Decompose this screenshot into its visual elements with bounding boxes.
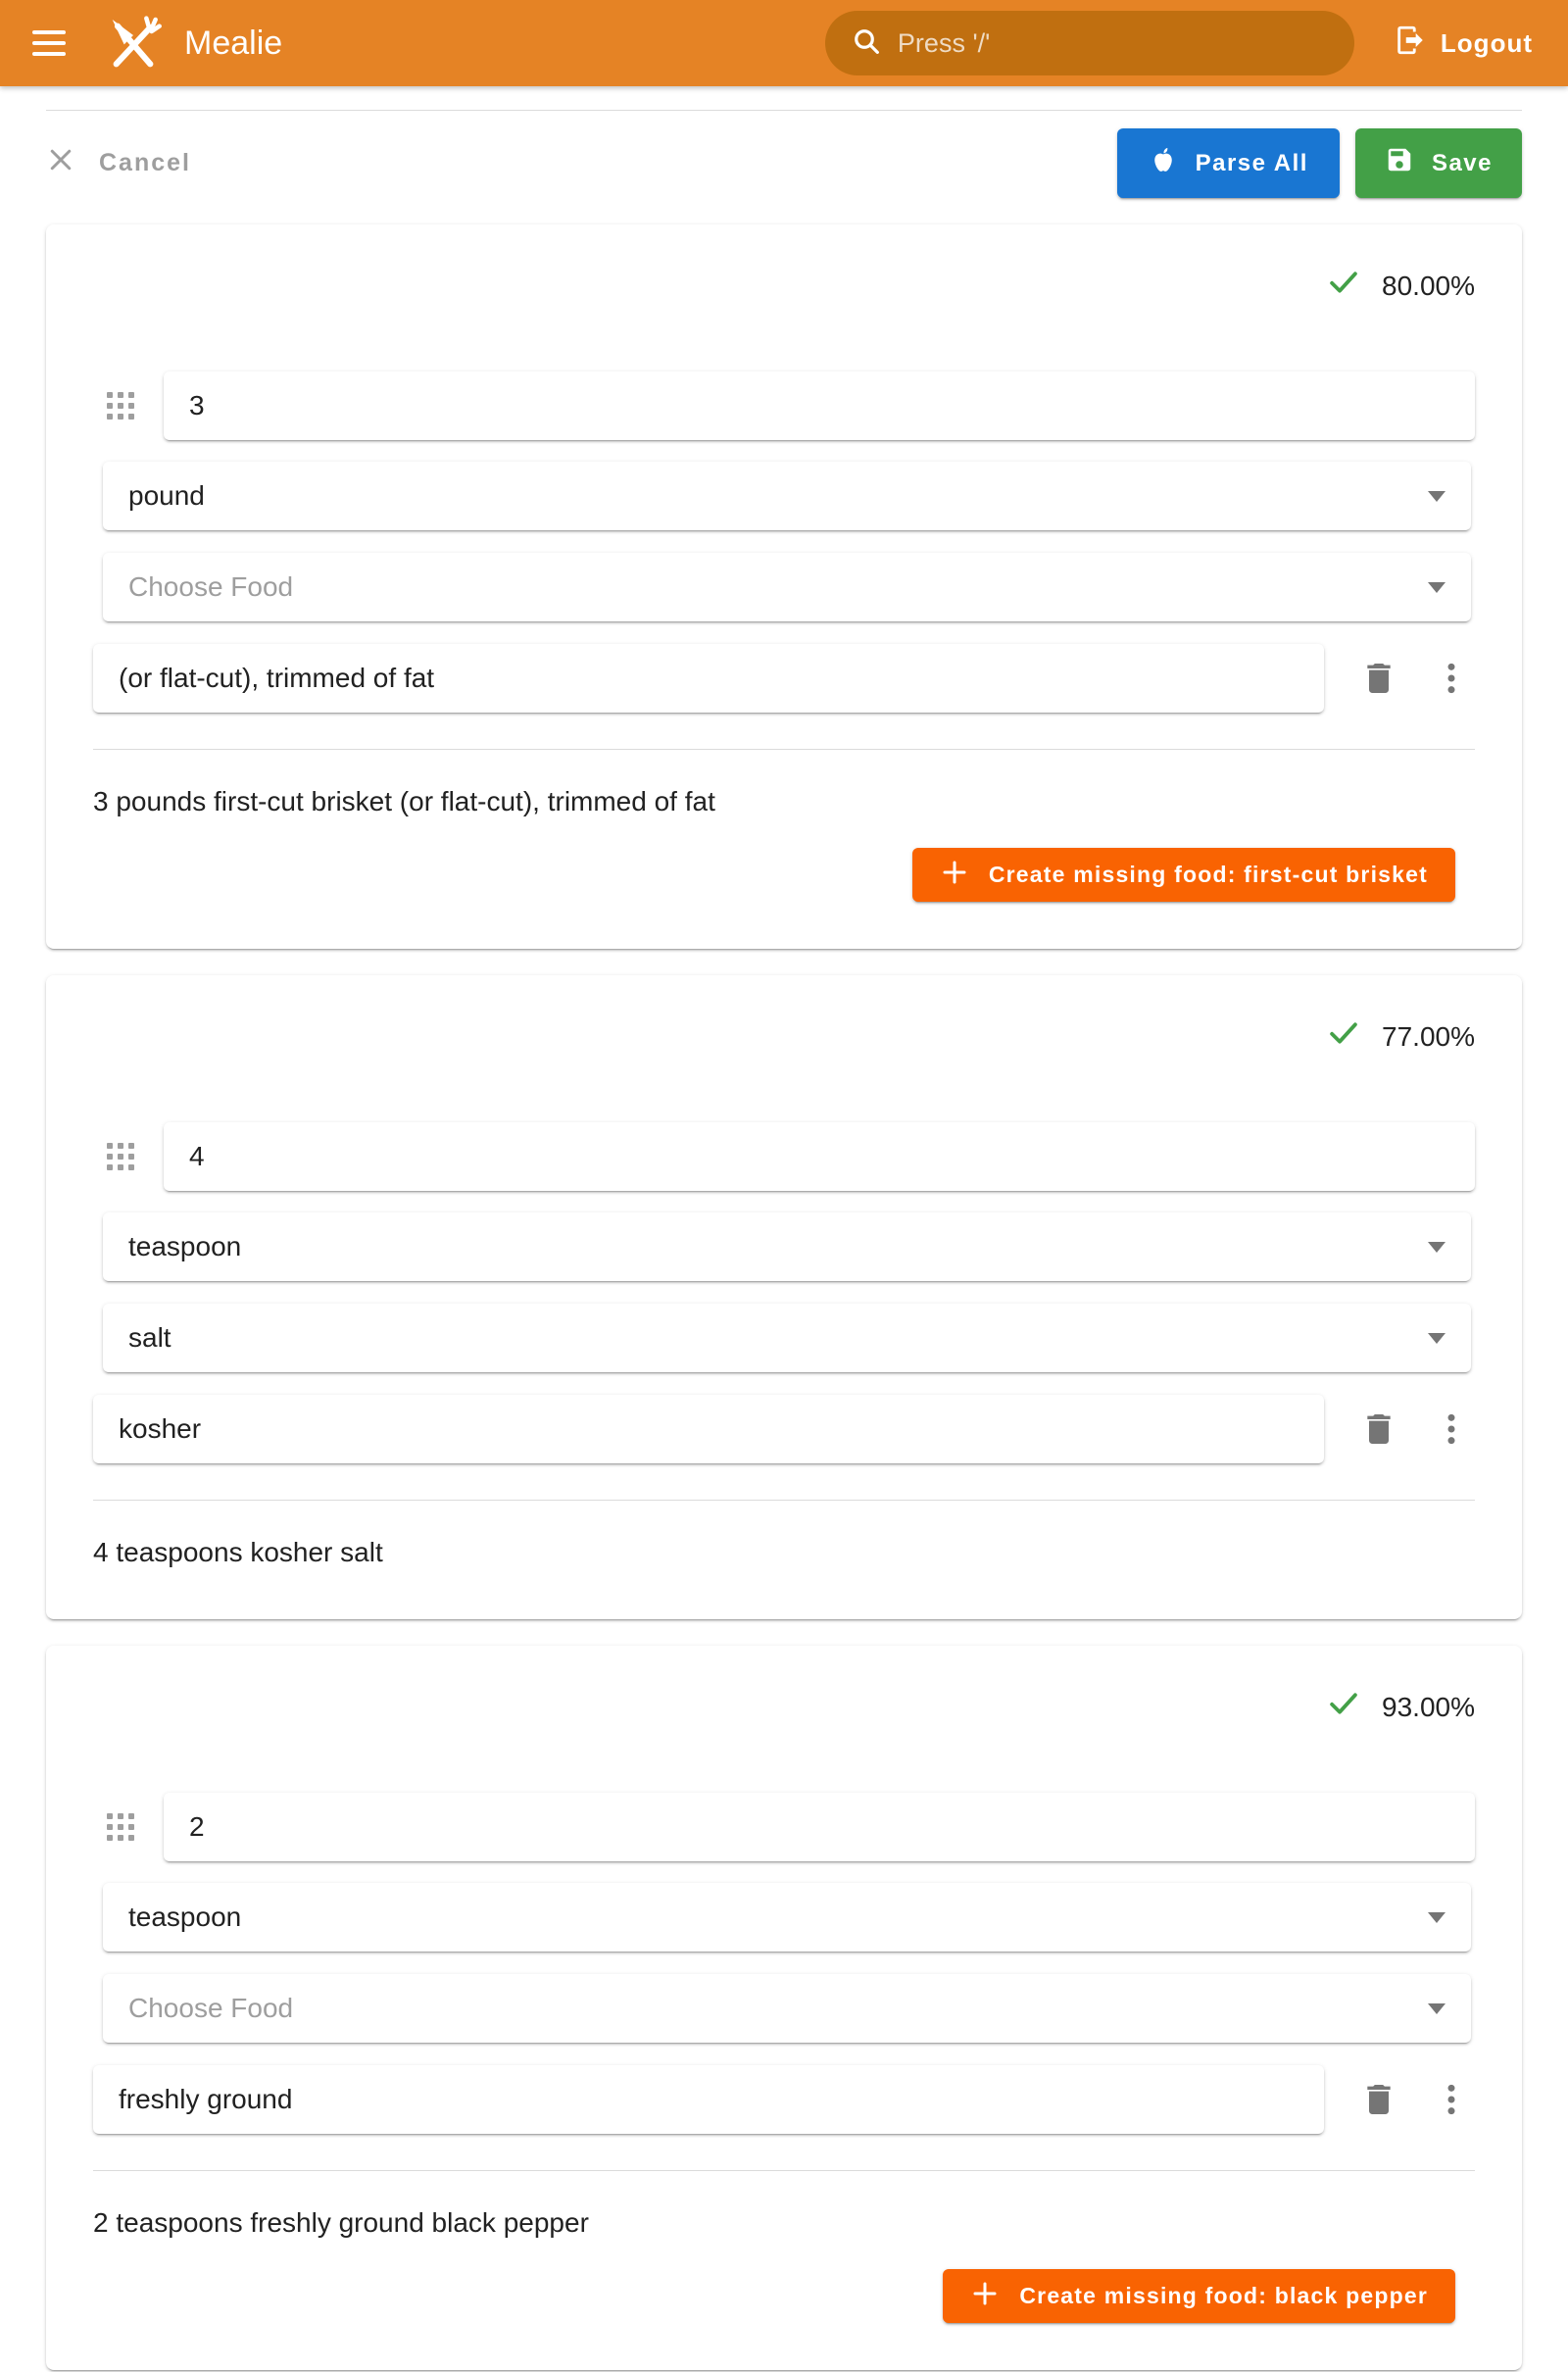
drag-handle-icon[interactable]	[107, 1143, 134, 1170]
unit-select-value: pound	[128, 480, 205, 511]
dropdown-arrow-icon	[1428, 1912, 1446, 1923]
unit-select[interactable]	[103, 462, 1471, 530]
quantity-input[interactable]	[164, 1122, 1475, 1191]
logout-button[interactable]	[1394, 24, 1533, 64]
header-divider	[46, 110, 1522, 111]
confidence-value: 80.00%	[1382, 270, 1475, 301]
unit-select[interactable]	[103, 1883, 1471, 1952]
drag-handle-icon[interactable]	[107, 1813, 134, 1841]
search-icon	[851, 25, 882, 62]
save-label: Save	[1431, 149, 1493, 176]
trash-icon	[1359, 659, 1398, 698]
unit-select[interactable]	[103, 1212, 1471, 1281]
food-select-value: salt	[128, 1322, 172, 1353]
original-ingredient-text: 4 teaspoons kosher salt	[93, 1537, 383, 1567]
parse-all-button[interactable]	[1117, 128, 1340, 198]
more-options-button[interactable]	[1428, 1406, 1475, 1453]
card-divider	[93, 749, 1475, 750]
original-ingredient-text: 2 teaspoons freshly ground black pepper	[93, 2207, 589, 2238]
search-input[interactable]	[825, 11, 1354, 75]
food-select[interactable]	[103, 1974, 1471, 2043]
cancel-label: Cancel	[99, 149, 191, 176]
delete-ingredient-button[interactable]	[1355, 1406, 1402, 1453]
food-select-value: Choose Food	[128, 571, 294, 602]
card-divider	[93, 1500, 1475, 1501]
create-missing-food-label: Create missing food: black pepper	[1019, 2283, 1428, 2308]
dropdown-arrow-icon	[1428, 1333, 1446, 1344]
vertical-dots-icon	[1432, 1409, 1471, 1449]
quantity-row	[93, 1122, 1475, 1191]
more-options-button[interactable]	[1428, 655, 1475, 702]
trash-icon	[1359, 1409, 1398, 1449]
parse-all-label: Parse All	[1195, 149, 1308, 176]
ingredient-card	[46, 975, 1522, 1619]
app-title: Mealie	[184, 24, 283, 62]
app-bar	[0, 0, 1568, 86]
missing-food-row	[93, 848, 1455, 902]
note-row	[93, 1395, 1475, 1463]
missing-food-row	[93, 2269, 1455, 2323]
food-select[interactable]	[103, 1304, 1471, 1372]
checkmark-icon	[1325, 1685, 1362, 1729]
note-input[interactable]	[93, 1395, 1324, 1463]
confidence-row	[93, 1014, 1475, 1059]
mealie-logo-icon	[92, 2, 174, 84]
food-select-value: Choose Food	[128, 1993, 294, 2023]
food-select[interactable]	[103, 553, 1471, 621]
trash-icon	[1359, 2080, 1398, 2119]
plus-icon	[970, 2279, 1000, 2314]
dropdown-arrow-icon	[1428, 582, 1446, 593]
vertical-dots-icon	[1432, 659, 1471, 698]
floppy-disk-icon	[1385, 145, 1414, 181]
editor-toolbar	[46, 128, 1522, 198]
unit-select-value: teaspoon	[128, 1231, 242, 1261]
plus-icon	[940, 858, 969, 893]
quantity-row	[93, 371, 1475, 440]
confidence-row	[93, 264, 1475, 308]
more-options-button[interactable]	[1428, 2076, 1475, 2123]
menu-button[interactable]	[25, 20, 73, 67]
card-divider	[93, 2170, 1475, 2171]
original-ingredient-text: 3 pounds first-cut brisket (or flat-cut), trimmed of fat	[93, 786, 715, 816]
search-placeholder: Press '/'	[897, 27, 991, 58]
confidence-value: 77.00%	[1382, 1020, 1475, 1052]
note-row	[93, 644, 1475, 713]
confidence-row	[93, 1685, 1475, 1729]
drag-handle-icon[interactable]	[107, 392, 134, 420]
dropdown-arrow-icon	[1428, 491, 1446, 502]
quantity-row	[93, 1793, 1475, 1861]
unit-select-value: teaspoon	[128, 1902, 242, 1932]
create-missing-food-button[interactable]	[943, 2269, 1455, 2323]
close-x-icon	[46, 145, 75, 181]
checkmark-icon	[1325, 264, 1362, 308]
logout-icon	[1394, 24, 1427, 64]
ingredient-card	[46, 1646, 1522, 2370]
quantity-input[interactable]	[164, 371, 1475, 440]
delete-ingredient-button[interactable]	[1355, 655, 1402, 702]
delete-ingredient-button[interactable]	[1355, 2076, 1402, 2123]
quantity-input[interactable]	[164, 1793, 1475, 1861]
apple-icon	[1149, 145, 1178, 181]
note-input[interactable]	[93, 2065, 1324, 2134]
dropdown-arrow-icon	[1428, 1242, 1446, 1253]
create-missing-food-button[interactable]	[912, 848, 1455, 902]
confidence-value: 93.00%	[1382, 1691, 1475, 1722]
save-button[interactable]	[1355, 128, 1522, 198]
dropdown-arrow-icon	[1428, 2003, 1446, 2014]
vertical-dots-icon	[1432, 2080, 1471, 2119]
ingredient-card	[46, 224, 1522, 949]
logout-label: Logout	[1440, 27, 1533, 58]
checkmark-icon	[1325, 1014, 1362, 1059]
create-missing-food-label: Create missing food: first-cut brisket	[988, 862, 1428, 887]
note-input[interactable]	[93, 644, 1324, 713]
note-row	[93, 2065, 1475, 2134]
cancel-button[interactable]	[46, 145, 191, 181]
ingredient-list	[46, 224, 1522, 2370]
